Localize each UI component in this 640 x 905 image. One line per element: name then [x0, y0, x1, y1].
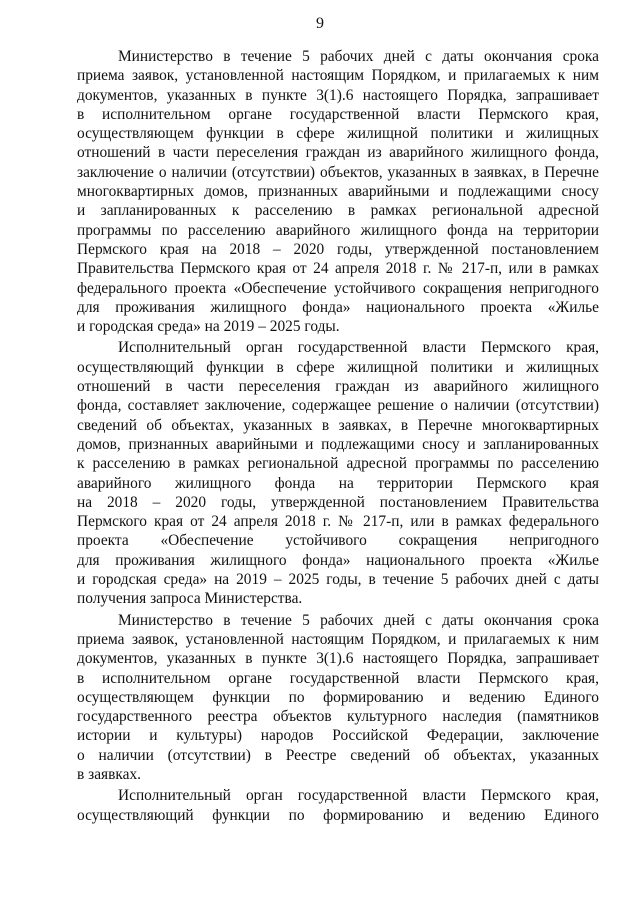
text-line: заключение о наличии (отсутствии) объектов, указанных в заявках, в Перечне [77, 163, 599, 181]
text-line: и городская среда» на 2019 – 2025 годы, в течение 5 рабочих дней с даты [77, 571, 599, 589]
document-body [77, 47, 599, 825]
page-number: 9 [316, 15, 324, 32]
text-line: на 2018 – 2020 годы, утвержденной постановлением Правительства [77, 493, 599, 511]
text-line: в исполнительном органе государственной власти Пермского края, [77, 669, 599, 687]
paragraph [77, 47, 599, 336]
text-line: приема заявок, установленной настоящим Порядком, и прилагаемых к ним [77, 630, 599, 648]
text-line: отношений в части переселения граждан из аварийного жилищного [77, 378, 599, 396]
text-line: получения запроса Министерства. [77, 590, 303, 608]
paragraph [77, 338, 599, 608]
text-line: документов, указанных в пункте 3(1).6 настоящего Порядка, запрашивает [77, 86, 599, 104]
text-line: программы по расселению аварийного жилищного фонда на территории [77, 221, 599, 239]
text-line: отношений в части переселения граждан из аварийного жилищного фонда, [77, 144, 599, 162]
text-line: осуществляющем функции в сфере жилищной политики и жилищных [77, 125, 599, 143]
text-line: фонда, составляет заключение, содержащее решение о наличии (отсутствии) [77, 397, 599, 415]
text-line: аварийного жилищного фонда на территории Пермского края [77, 474, 599, 492]
text-line: в заявках. [77, 765, 141, 783]
text-line: к расселению в рамках региональной адресной программы по расселению [77, 455, 599, 473]
text-line: домов, признанных аварийными и подлежащими сносу и запланированных [77, 435, 599, 453]
text-line: проекта «Обеспечение устойчивого сокращения непригодного [77, 532, 599, 550]
text-line: документов, указанных в пункте 3(1).6 настоящего Порядка, запрашивает [77, 650, 599, 668]
text-line: приема заявок, установленной настоящим Порядком, и прилагаемых к ним [77, 67, 599, 85]
text-line: государственного реестра объектов культурного наследия (памятников [77, 708, 599, 726]
text-line: федерального проекта «Обеспечение устойчивого сокращения непригодного [77, 279, 599, 297]
text-line: осуществляющий функции в сфере жилищной политики и жилищных [77, 358, 599, 376]
text-line: Правительства Пермского края от 24 апреля 2018 г. № 217-п, или в рамках [77, 260, 599, 278]
text-line: осуществляющий функции по формированию и ведению Единого [77, 806, 599, 824]
paragraph [77, 611, 599, 785]
text-line: и городская среда» на 2019 – 2025 годы. [77, 318, 340, 336]
text-line: для проживания жилищного фонда» национального проекта «Жилье [77, 551, 599, 569]
text-line: сведений об объектах, указанных в заявках, в Перечне многоквартирных [77, 416, 599, 434]
paragraph [77, 786, 599, 825]
text-line: Пермского края на 2018 – 2020 годы, утвержденной постановлением [77, 240, 599, 258]
text-line: для проживания жилищного фонда» национального проекта «Жилье [77, 298, 599, 316]
text-line: Исполнительный орган государственной власти Пермского края, [118, 339, 599, 357]
text-line: истории и культуры) народов Российской Федерации, заключение [77, 727, 599, 745]
text-line: о наличии (отсутствии) в Реестре сведений об объектах, указанных [77, 746, 599, 764]
text-line: в исполнительном органе государственной власти Пермского края, [77, 105, 599, 123]
text-line: осуществляющем функции по формированию и ведению Единого [77, 688, 599, 706]
text-line: Министерство в течение 5 рабочих дней с даты окончания срока [118, 48, 599, 65]
text-line: Пермского края от 24 апреля 2018 г. № 217-п, или в рамках федерального [77, 513, 599, 531]
text-line: Исполнительный орган государственной власти Пермского края, [118, 787, 599, 805]
text-line: Министерство в течение 5 рабочих дней с даты окончания срока [118, 611, 599, 629]
text-line: многоквартирных домов, признанных аварийными и подлежащими сносу [77, 183, 599, 201]
text-line: и запланированных к расселению в рамках региональной адресной [77, 202, 599, 220]
